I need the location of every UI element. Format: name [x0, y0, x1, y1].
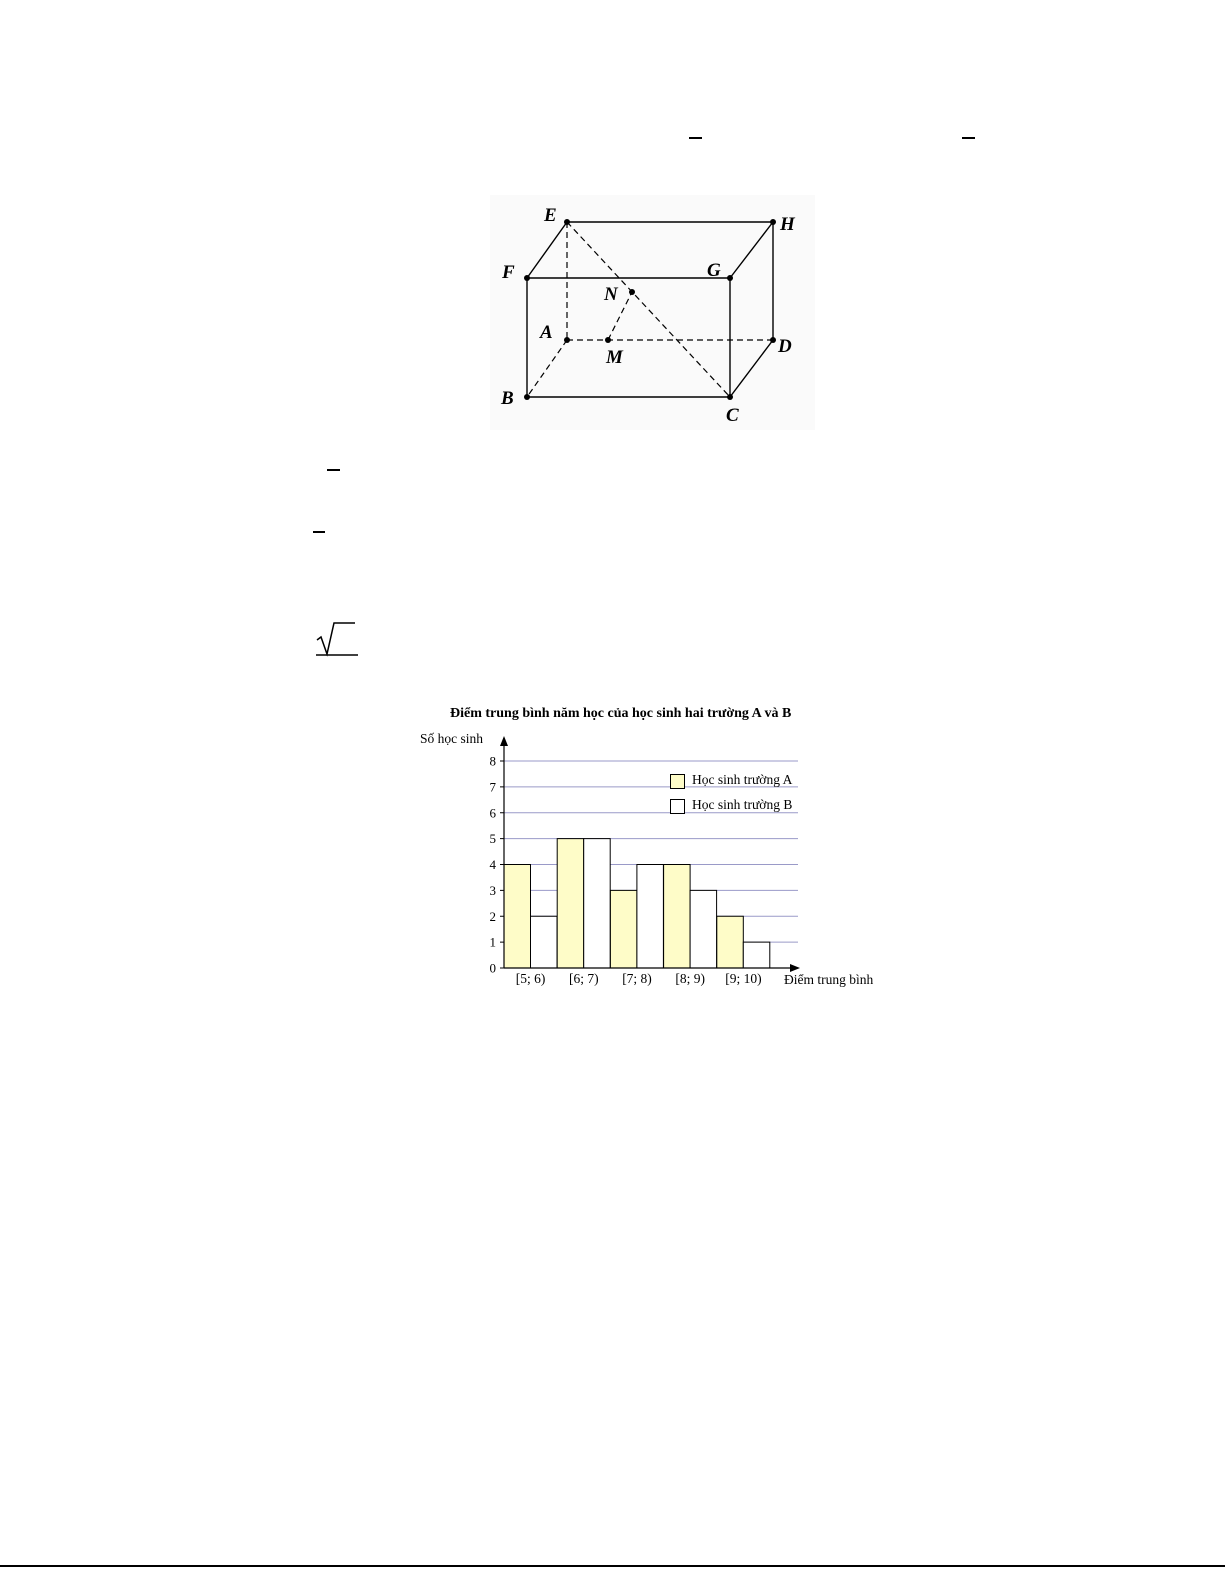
- chart-title: Điểm trung bình năm học của học sinh hai trường A và B: [450, 706, 792, 721]
- vertex-label-A: A: [540, 322, 553, 343]
- legend-swatch-school-b: [670, 799, 685, 814]
- bar-school-a-3: [610, 890, 637, 968]
- bar-school-a-4: [664, 865, 691, 969]
- vertex-label-C: C: [726, 405, 739, 426]
- legend-swatch-school-a: [670, 774, 685, 789]
- y-tick-label: 5: [489, 831, 496, 847]
- legend-label-school-a: Học sinh trường A: [692, 772, 793, 787]
- x-axis-arrow: [790, 964, 800, 972]
- x-axis-label: Điểm trung bình: [784, 972, 874, 987]
- overbar-fragment: [327, 469, 340, 471]
- y-tick-label: 2: [489, 908, 496, 924]
- x-tick-label: [6; 7): [568, 971, 599, 986]
- y-tick-label: 7: [489, 779, 496, 795]
- vertex-label-G: G: [707, 260, 721, 281]
- bar-school-b-4: [690, 890, 717, 968]
- bar-school-a-2: [557, 839, 584, 968]
- y-tick-label: 3: [489, 882, 496, 898]
- vertex-label-M: M: [606, 347, 623, 368]
- bar-school-b-3: [637, 865, 664, 969]
- x-tick-label: [5; 6): [515, 971, 546, 986]
- vertex-label-D: D: [778, 336, 792, 357]
- y-tick-label: 4: [489, 857, 496, 872]
- overbar-fragment: [962, 137, 975, 139]
- prism-figure: [490, 195, 815, 430]
- y-tick-label: 6: [489, 805, 496, 821]
- bar-chart: [410, 698, 890, 998]
- bar-school-b-5: [743, 942, 770, 968]
- bar-school-b-1: [531, 916, 558, 968]
- overbar-fragment: [689, 137, 702, 139]
- bar-school-b-2: [584, 839, 611, 968]
- legend-label-school-b: Học sinh trường B: [692, 797, 793, 812]
- vertex-label-B: B: [501, 388, 514, 409]
- y-tick-label: 1: [489, 934, 496, 950]
- overbar-fragment: [313, 531, 325, 533]
- vertex-label-F: F: [502, 262, 515, 283]
- vertex-label-H: H: [780, 214, 795, 235]
- bar-school-a-5: [717, 916, 744, 968]
- vertex-label-N: N: [604, 284, 618, 305]
- vertex-label-E: E: [544, 205, 557, 226]
- y-tick-label: 8: [489, 753, 496, 769]
- y-axis-arrow: [500, 736, 508, 746]
- x-tick-label: [8; 9): [675, 971, 706, 986]
- bar-school-a-1: [504, 865, 531, 969]
- x-tick-label: [7; 8): [622, 971, 652, 986]
- page-bottom-rule: [0, 1565, 1225, 1567]
- x-tick-label: [9; 10): [725, 971, 762, 986]
- radical-fragment: [312, 618, 362, 660]
- y-axis-label: Số học sinh: [420, 731, 484, 746]
- y-tick-label: 0: [489, 960, 496, 976]
